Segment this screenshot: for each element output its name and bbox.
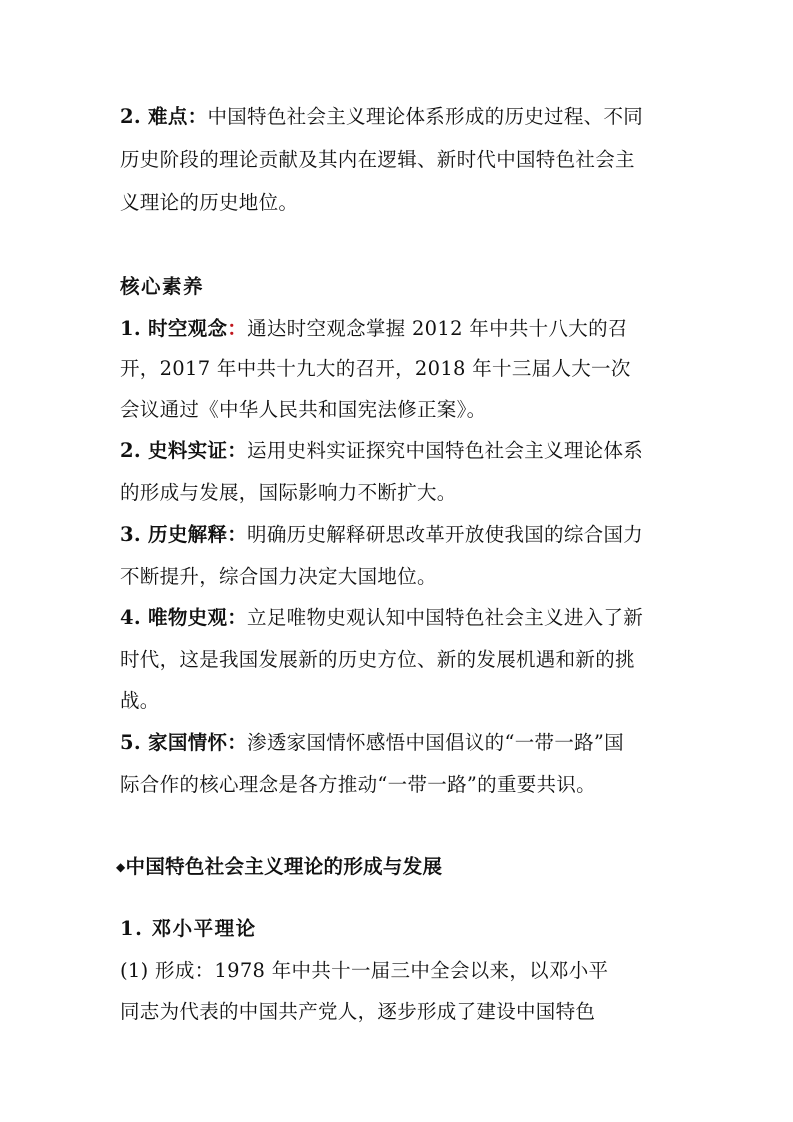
deng-line-2: 同志为代表的中国共产党人，逐步形成了建设中国特色 — [120, 1000, 596, 1023]
core-item-5-text: 渗透家国情怀感悟中国倡议的“一带一路”国 — [247, 731, 624, 754]
core-item-4-line-3: 战。 — [120, 689, 160, 712]
core-item-3-text: 明确历史解释研思改革开放使我国的综合国力 — [247, 523, 644, 546]
core-item-5-line-2: 际合作的核心理念是各方推动“一带一路”的重要共识。 — [120, 773, 596, 796]
core-item-1-label: 1. 时空观念 — [120, 317, 228, 340]
core-item-4-label: 4. 唯物史观： — [120, 606, 248, 629]
core-item-2-line-2: 的形成与发展，国际影响力不断扩大。 — [120, 481, 457, 504]
deng-title: 1. 邓小平理论 — [120, 917, 257, 940]
difficulty-text: 中国特色社会主义理论体系形成的历史过程、不同 — [207, 105, 644, 128]
core-item-1-line-2: 开，2017 年中共十九大的召开，2018 年十三届人大一次 — [120, 357, 631, 380]
core-item-4-line-1 — [120, 604, 680, 632]
core-item-3-line-1 — [120, 521, 680, 549]
core-item-3-line-2: 不断提升，综合国力决定大国地位。 — [120, 565, 437, 588]
difficulty-line-1 — [120, 103, 680, 131]
difficulty-line-3: 义理论的历史地位。 — [120, 191, 299, 214]
core-item-1-text: 通达时空观念掌握 2012 年中共十八大的召 — [247, 317, 628, 340]
core-item-1-line-1 — [120, 315, 680, 343]
core-item-5-label: 5. 家国情怀： — [120, 731, 248, 754]
core-title: 核心素养 — [120, 275, 205, 298]
section-title: 中国特色社会主义理论的形成与发展 — [125, 855, 443, 878]
diamond-bullet-icon: ◆ — [116, 860, 126, 874]
core-item-2-label: 2. 史料实证： — [120, 439, 248, 462]
section-heading — [116, 853, 676, 881]
core-item-2-text: 运用史料实证探究中国特色社会主义理论体系 — [247, 439, 644, 462]
difficulty-line-2: 历史阶段的理论贡献及其内在逻辑、新时代中国特色社会主 — [120, 148, 635, 171]
deng-line-1: (1) 形成：1978 年中共十一届三中全会以来，以邓小平 — [120, 959, 609, 982]
core-item-1-colon: ： — [227, 317, 248, 340]
core-item-2-line-1 — [120, 437, 680, 465]
core-item-4-line-2: 时代，这是我国发展新的历史方位、新的发展机遇和新的挑 — [120, 648, 635, 671]
core-item-5-line-1 — [120, 729, 680, 757]
core-item-4-text: 立足唯物史观认知中国特色社会主义进入了新 — [247, 606, 644, 629]
core-item-1-line-3: 会议通过《中华人民共和国宪法修正案》。 — [120, 398, 487, 421]
core-item-3-label: 3. 历史解释： — [120, 523, 248, 546]
difficulty-label: 2. 难点： — [120, 105, 208, 128]
